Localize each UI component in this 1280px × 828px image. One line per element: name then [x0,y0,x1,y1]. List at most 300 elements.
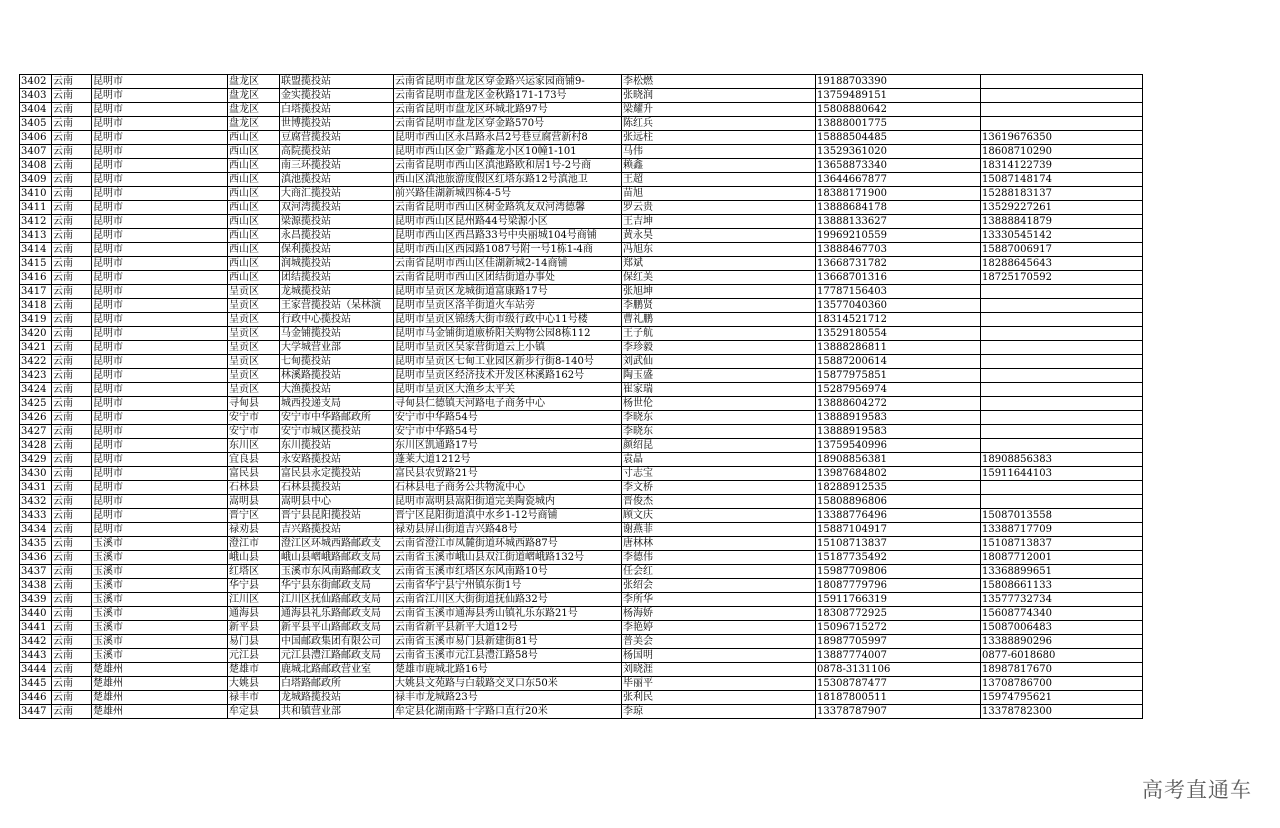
cell-phone: 15187735492 [816,551,981,565]
cell-phone-alt: 15087006483 [981,621,1143,635]
cell-contact: 刘晓涯 [622,663,816,677]
cell-city: 昆明市 [92,257,228,271]
cell-district: 安宁市 [228,411,280,425]
cell-phone: 13888133627 [816,215,981,229]
cell-seq: 3441 [20,621,52,635]
cell-city: 玉溪市 [92,621,228,635]
cell-district: 禄劝县 [228,523,280,537]
cell-station: 城西投递支局 [280,397,394,411]
cell-phone: 13987684802 [816,467,981,481]
cell-city: 玉溪市 [92,551,228,565]
cell-phone: 15887200614 [816,355,981,369]
cell-address: 云南省玉溪市元江县澧江路58号 [394,649,622,663]
cell-city: 昆明市 [92,341,228,355]
cell-phone-alt: 18087712001 [981,551,1143,565]
cell-seq: 3419 [20,313,52,327]
cell-seq: 3413 [20,229,52,243]
cell-station: 安宁市城区揽投站 [280,425,394,439]
cell-city: 玉溪市 [92,607,228,621]
cell-address: 云南省昆明市西山区团结街道办事处 [394,271,622,285]
cell-province: 云南 [52,215,92,229]
cell-contact: 王超 [622,173,816,187]
cell-district: 呈贡区 [228,355,280,369]
cell-district: 牟定县 [228,705,280,719]
cell-city: 昆明市 [92,313,228,327]
cell-seq: 3429 [20,453,52,467]
cell-seq: 3433 [20,509,52,523]
cell-station: 峨山县嶍峨路邮政支局 [280,551,394,565]
cell-contact: 黄永昊 [622,229,816,243]
cell-province: 云南 [52,635,92,649]
table-row [20,117,1143,131]
table-row [20,411,1143,425]
cell-phone: 13658873340 [816,159,981,173]
cell-station: 林溪路揽投站 [280,369,394,383]
cell-contact: 杨国明 [622,649,816,663]
cell-station: 滇池揽投站 [280,173,394,187]
cell-seq: 3408 [20,159,52,173]
table-row [20,397,1143,411]
table-row [20,327,1143,341]
table-row [20,621,1143,635]
cell-seq: 3405 [20,117,52,131]
cell-phone-alt [981,299,1143,313]
cell-seq: 3432 [20,495,52,509]
cell-station: 大学城营业部 [280,341,394,355]
cell-station: 嵩明县中心 [280,495,394,509]
cell-district: 通海县 [228,607,280,621]
cell-seq: 3402 [20,75,52,89]
cell-city: 昆明市 [92,187,228,201]
cell-phone: 19969210559 [816,229,981,243]
table-row [20,103,1143,117]
cell-seq: 3411 [20,201,52,215]
cell-city: 昆明市 [92,299,228,313]
cell-district: 禄丰市 [228,691,280,705]
cell-phone: 15808880642 [816,103,981,117]
table-row [20,131,1143,145]
cell-city: 昆明市 [92,117,228,131]
cell-contact: 普美会 [622,635,816,649]
cell-province: 云南 [52,173,92,187]
cell-phone-alt: 15911644103 [981,467,1143,481]
cell-province: 云南 [52,481,92,495]
cell-province: 云南 [52,131,92,145]
cell-province: 云南 [52,313,92,327]
cell-district: 西山区 [228,243,280,257]
cell-district: 易门县 [228,635,280,649]
cell-district: 澄江市 [228,537,280,551]
table-row [20,215,1143,229]
cell-station: 石林县揽投站 [280,481,394,495]
cell-contact: 陶玉盛 [622,369,816,383]
cell-province: 云南 [52,439,92,453]
cell-district: 西山区 [228,229,280,243]
cell-district: 呈贡区 [228,383,280,397]
table-row [20,383,1143,397]
table-row [20,467,1143,481]
cell-contact: 李晓东 [622,425,816,439]
cell-address: 石林县电子商务公共物流中心 [394,481,622,495]
cell-province: 云南 [52,397,92,411]
cell-station: 行政中心揽投站 [280,313,394,327]
cell-address: 昆明市西山区金广路鑫龙小区10幢1-101 [394,145,622,159]
cell-province: 云南 [52,453,92,467]
cell-station: 永安路揽投站 [280,453,394,467]
cell-phone-alt: 15808661133 [981,579,1143,593]
cell-seq: 3427 [20,425,52,439]
table-row [20,159,1143,173]
table-row [20,369,1143,383]
cell-phone-alt: 18608710290 [981,145,1143,159]
cell-phone-alt [981,327,1143,341]
cell-seq: 3407 [20,145,52,159]
cell-phone-alt: 13368899651 [981,565,1143,579]
table-row [20,481,1143,495]
cell-phone: 15877975851 [816,369,981,383]
cell-district: 呈贡区 [228,285,280,299]
cell-province: 云南 [52,579,92,593]
cell-province: 云南 [52,705,92,719]
cell-district: 呈贡区 [228,341,280,355]
cell-seq: 3416 [20,271,52,285]
cell-district: 嵩明县 [228,495,280,509]
cell-phone-alt [981,103,1143,117]
cell-district: 呈贡区 [228,313,280,327]
cell-station: 江川区抚仙路邮政支局 [280,593,394,607]
cell-contact: 罗云贵 [622,201,816,215]
cell-phone-alt: 13577732734 [981,593,1143,607]
cell-station: 高院揽投站 [280,145,394,159]
cell-seq: 3434 [20,523,52,537]
cell-city: 昆明市 [92,397,228,411]
cell-contact: 保红美 [622,271,816,285]
table-row [20,355,1143,369]
cell-province: 云南 [52,285,92,299]
cell-district: 西山区 [228,173,280,187]
cell-city: 昆明市 [92,467,228,481]
cell-seq: 3417 [20,285,52,299]
cell-phone-alt: 18314122739 [981,159,1143,173]
cell-province: 云南 [52,383,92,397]
table-row [20,495,1143,509]
table-row [20,201,1143,215]
cell-phone-alt: 13619676350 [981,131,1143,145]
cell-district: 西山区 [228,131,280,145]
cell-address: 云南省昆明市西山区树金路筑友双河湾德馨 [394,201,622,215]
cell-seq: 3430 [20,467,52,481]
cell-phone: 18308772925 [816,607,981,621]
cell-address: 云南省昆明市盘龙区穿金路兴运家园商铺9- [394,75,622,89]
cell-district: 江川区 [228,593,280,607]
cell-district: 西山区 [228,215,280,229]
cell-phone-alt: 15974795621 [981,691,1143,705]
cell-station: 白塔路邮政所 [280,677,394,691]
cell-province: 云南 [52,551,92,565]
cell-phone-alt [981,411,1143,425]
cell-phone: 15287956974 [816,383,981,397]
cell-station: 玉溪市东风南路邮政支 [280,565,394,579]
cell-phone: 13888919583 [816,425,981,439]
cell-contact: 李德伟 [622,551,816,565]
table-row [20,187,1143,201]
cell-phone-alt: 15288183137 [981,187,1143,201]
cell-district: 晋宁区 [228,509,280,523]
cell-phone: 18288912535 [816,481,981,495]
cell-city: 昆明市 [92,173,228,187]
cell-address: 云南省玉溪市通海县秀山镇礼乐东路21号 [394,607,622,621]
cell-address: 昆明市西山区西园路1087号附一号1栋1-4商 [394,243,622,257]
cell-province: 云南 [52,607,92,621]
cell-phone-alt: 15887006917 [981,243,1143,257]
cell-province: 云南 [52,103,92,117]
cell-phone: 18388171900 [816,187,981,201]
cell-address: 云南省昆明市西山区佳湖新城2-14商铺 [394,257,622,271]
cell-phone: 13888467703 [816,243,981,257]
cell-phone: 13668701316 [816,271,981,285]
cell-province: 云南 [52,187,92,201]
cell-station: 梁源揽投站 [280,215,394,229]
cell-district: 寻甸县 [228,397,280,411]
cell-station: 富民县永定揽投站 [280,467,394,481]
cell-city: 昆明市 [92,159,228,173]
cell-district: 华宁县 [228,579,280,593]
cell-district: 西山区 [228,271,280,285]
cell-province: 云南 [52,355,92,369]
cell-district: 富民县 [228,467,280,481]
cell-phone-alt: 13388890296 [981,635,1143,649]
cell-district: 呈贡区 [228,299,280,313]
cell-contact: 张远柱 [622,131,816,145]
cell-station: 永昌揽投站 [280,229,394,243]
cell-contact: 杨海娇 [622,607,816,621]
cell-city: 玉溪市 [92,579,228,593]
cell-phone-alt [981,397,1143,411]
cell-address: 昆明市西山区昆州路44号梁源小区 [394,215,622,229]
cell-district: 安宁市 [228,425,280,439]
cell-phone-alt [981,355,1143,369]
cell-phone-alt [981,425,1143,439]
cell-seq: 3418 [20,299,52,313]
cell-city: 昆明市 [92,229,228,243]
cell-station: 澄江区环城西路邮政支 [280,537,394,551]
cell-phone: 13388776496 [816,509,981,523]
cell-district: 红塔区 [228,565,280,579]
cell-address: 安宁市中华路54号 [394,425,622,439]
cell-seq: 3428 [20,439,52,453]
table-row [20,663,1143,677]
cell-phone-alt [981,439,1143,453]
cell-phone: 15096715272 [816,621,981,635]
cell-city: 楚雄州 [92,663,228,677]
cell-station: 团结揽投站 [280,271,394,285]
cell-contact: 曹礼鹏 [622,313,816,327]
cell-seq: 3437 [20,565,52,579]
cell-district: 西山区 [228,159,280,173]
cell-station: 南三环揽投站 [280,159,394,173]
cell-phone-alt: 15108713837 [981,537,1143,551]
table-row [20,705,1143,719]
cell-province: 云南 [52,75,92,89]
cell-district: 呈贡区 [228,327,280,341]
cell-province: 云南 [52,271,92,285]
cell-seq: 3443 [20,649,52,663]
table-row [20,635,1143,649]
cell-address: 禄劝县屏山街道吉兴路48号 [394,523,622,537]
cell-phone-alt: 13388717709 [981,523,1143,537]
cell-district: 新平县 [228,621,280,635]
table-row [20,285,1143,299]
cell-phone-alt [981,285,1143,299]
cell-phone-alt [981,383,1143,397]
cell-phone-alt [981,89,1143,103]
cell-contact: 李琼 [622,705,816,719]
cell-phone: 13888684178 [816,201,981,215]
cell-city: 昆明市 [92,495,228,509]
cell-province: 云南 [52,411,92,425]
cell-station: 吉兴路揽投站 [280,523,394,537]
cell-phone: 13887774007 [816,649,981,663]
table-row [20,313,1143,327]
cell-city: 昆明市 [92,411,228,425]
cell-phone: 13888286811 [816,341,981,355]
cell-city: 昆明市 [92,355,228,369]
table-row [20,75,1143,89]
cell-phone: 13644667877 [816,173,981,187]
table-row [20,425,1143,439]
cell-contact: 梁耀升 [622,103,816,117]
data-table [19,74,1143,719]
table-row [20,677,1143,691]
cell-address: 昆明市呈贡区吴家营街道云上小镇 [394,341,622,355]
cell-phone: 18314521712 [816,313,981,327]
cell-phone: 13529361020 [816,145,981,159]
cell-station: 龙城路揽投站 [280,691,394,705]
cell-station: 东川揽投站 [280,439,394,453]
cell-address: 昆明市呈贡区龙城街道富康路17号 [394,285,622,299]
cell-contact: 毕丽平 [622,677,816,691]
cell-contact: 袁晶 [622,453,816,467]
cell-phone: 18908856381 [816,453,981,467]
cell-station: 世博揽投站 [280,117,394,131]
cell-contact: 郑斌 [622,257,816,271]
cell-city: 楚雄州 [92,705,228,719]
cell-seq: 3431 [20,481,52,495]
cell-phone: 0878-3131106 [816,663,981,677]
cell-province: 云南 [52,145,92,159]
cell-phone-alt: 18725170592 [981,271,1143,285]
cell-province: 云南 [52,159,92,173]
cell-district: 盘龙区 [228,103,280,117]
cell-address: 昆明市呈贡区锦绣大街市级行政中心11号楼 [394,313,622,327]
cell-province: 云南 [52,649,92,663]
cell-contact: 唐林林 [622,537,816,551]
cell-address: 安宁市中华路54号 [394,411,622,425]
cell-address: 云南省江川区大街街道抚仙路32号 [394,593,622,607]
cell-province: 云南 [52,593,92,607]
table-row [20,607,1143,621]
cell-seq: 3423 [20,369,52,383]
cell-contact: 任会红 [622,565,816,579]
cell-phone: 13577040360 [816,299,981,313]
cell-province: 云南 [52,327,92,341]
cell-city: 玉溪市 [92,635,228,649]
cell-address: 云南省新平县新平大道12号 [394,621,622,635]
cell-district: 西山区 [228,187,280,201]
table-row [20,537,1143,551]
cell-city: 昆明市 [92,285,228,299]
cell-district: 元江县 [228,649,280,663]
cell-district: 石林县 [228,481,280,495]
cell-province: 云南 [52,691,92,705]
cell-city: 昆明市 [92,425,228,439]
cell-contact: 张旭坤 [622,285,816,299]
cell-province: 云南 [52,425,92,439]
cell-phone-alt [981,481,1143,495]
cell-phone: 15887104917 [816,523,981,537]
cell-city: 昆明市 [92,369,228,383]
cell-phone: 13888919583 [816,411,981,425]
cell-phone-alt [981,75,1143,89]
cell-address: 昆明市西山区西昌路33号中央丽城104号商铺 [394,229,622,243]
cell-city: 楚雄州 [92,691,228,705]
cell-phone: 15888504485 [816,131,981,145]
cell-phone-alt [981,313,1143,327]
table-row [20,145,1143,159]
cell-district: 楚雄市 [228,663,280,677]
cell-phone-alt: 13529227261 [981,201,1143,215]
cell-station: 双河湾揽投站 [280,201,394,215]
cell-seq: 3447 [20,705,52,719]
table-row [20,299,1143,313]
cell-contact: 李鹏贤 [622,299,816,313]
cell-phone: 18087779796 [816,579,981,593]
cell-phone: 15808896806 [816,495,981,509]
cell-seq: 3444 [20,663,52,677]
cell-seq: 3445 [20,677,52,691]
cell-phone-alt: 15087013558 [981,509,1143,523]
cell-seq: 3420 [20,327,52,341]
table-row [20,509,1143,523]
cell-contact: 刘武仙 [622,355,816,369]
cell-seq: 3404 [20,103,52,117]
table-row [20,173,1143,187]
cell-seq: 3414 [20,243,52,257]
cell-address: 晋宁区昆阳街道滇中水乡1-12号商铺 [394,509,622,523]
cell-contact: 马伟 [622,145,816,159]
cell-city: 玉溪市 [92,593,228,607]
table-row [20,229,1143,243]
cell-address: 昆明市马金铺街道廒桥阳关购物公园8栋112 [394,327,622,341]
cell-station: 保利揽投站 [280,243,394,257]
cell-city: 昆明市 [92,131,228,145]
cell-city: 昆明市 [92,383,228,397]
cell-address: 云南省昆明市盘龙区穿金路570号 [394,117,622,131]
cell-city: 昆明市 [92,201,228,215]
cell-seq: 3422 [20,355,52,369]
cell-province: 云南 [52,495,92,509]
cell-seq: 3442 [20,635,52,649]
cell-phone: 19188703390 [816,75,981,89]
cell-phone: 15108713837 [816,537,981,551]
cell-phone-alt [981,369,1143,383]
cell-address: 前兴路佳湖新城四栋4-5号 [394,187,622,201]
cell-station: 王家营揽投站（呆林演 [280,299,394,313]
cell-phone-alt: 18987817670 [981,663,1143,677]
cell-district: 西山区 [228,257,280,271]
table-row [20,691,1143,705]
cell-province: 云南 [52,257,92,271]
